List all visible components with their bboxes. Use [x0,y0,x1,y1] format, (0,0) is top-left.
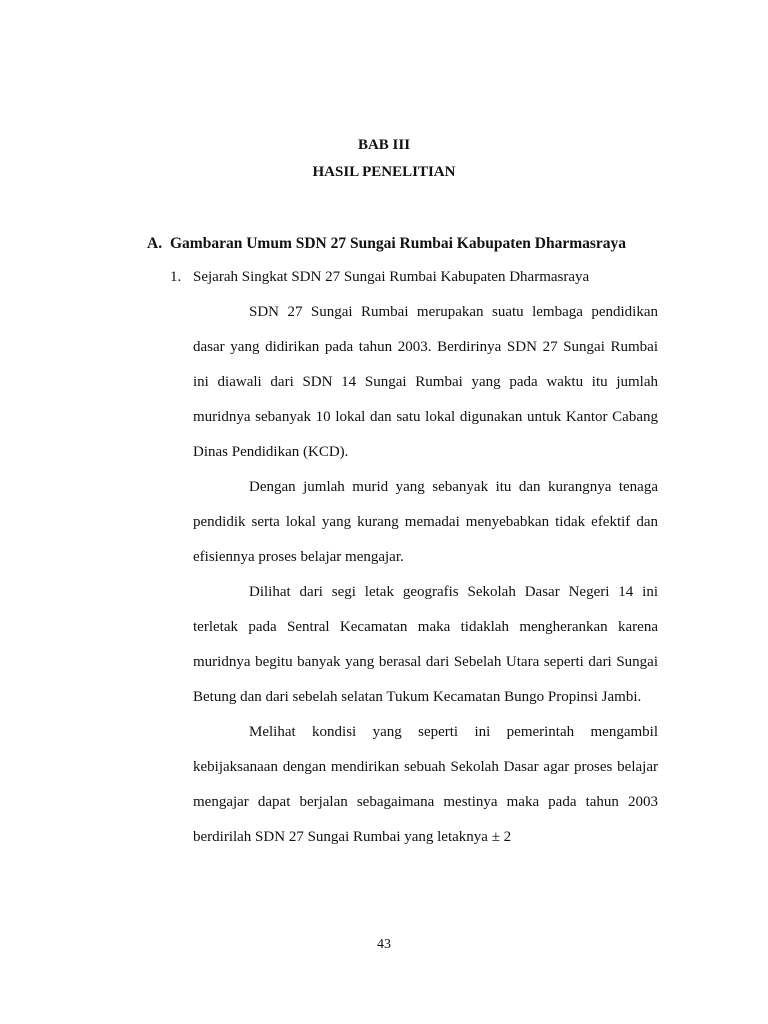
section-title: Gambaran Umum SDN 27 Sungai Rumbai Kabupaten Dharmasraya [170,235,627,252]
paragraph: SDN 27 Sungai Rumbai merupakan suatu lembaga pendidikan dasar yang didirikan pada tahun 2003. Berdirinya SDN 27 Sungai Rumbai ini diawali dari SDN 14 Sungai Rumbai yang pada waktu itu jumlah muridnya sebanyak 10 lokal dan satu lokal digunakan untuk Kantor Cabang Dinas Pendidikan (KCD). [193,304,658,460]
paragraph: Dengan jumlah murid yang sebanyak itu dan kurangnya tenaga pendidik serta lokal yang kurang memadai menyebabkan tidak efektif dan efisiennya proses belajar mengajar. [193,479,658,565]
page-number: 43 [377,937,391,952]
section-label: A. [147,235,163,252]
subsection-number: 1. [170,269,182,285]
paragraph: Melihat kondisi yang seperti ini pemerintah mengambil kebijaksanaan dengan mendirikan sebuah Sekolah Dasar agar proses belajar mengajar dapat berjalan sebagaimana mestinya maka pada tahun 2003 berdirilah SDN 27 Sungai Rumbai yang letaknya ± 2 [193,724,658,845]
body-text [193,295,658,855]
chapter-title: HASIL PENELITIAN [312,164,456,180]
subsection-title: Sejarah Singkat SDN 27 Sungai Rumbai Kabupaten Dharmasraya [193,269,590,285]
paragraph: Dilihat dari segi letak geografis Sekolah Dasar Negeri 14 ini terletak pada Sentral Kecamatan maka tidaklah mengherankan karena muridnya begitu banyak yang berasal dari Sebelah Utara seperti dari Sungai Betung dan dari sebelah selatan Tukum Kecamatan Bungo Propinsi Jambi. [193,584,658,705]
chapter-number: BAB III [357,137,411,153]
section-heading [147,235,667,253]
subsection-heading [170,269,589,286]
